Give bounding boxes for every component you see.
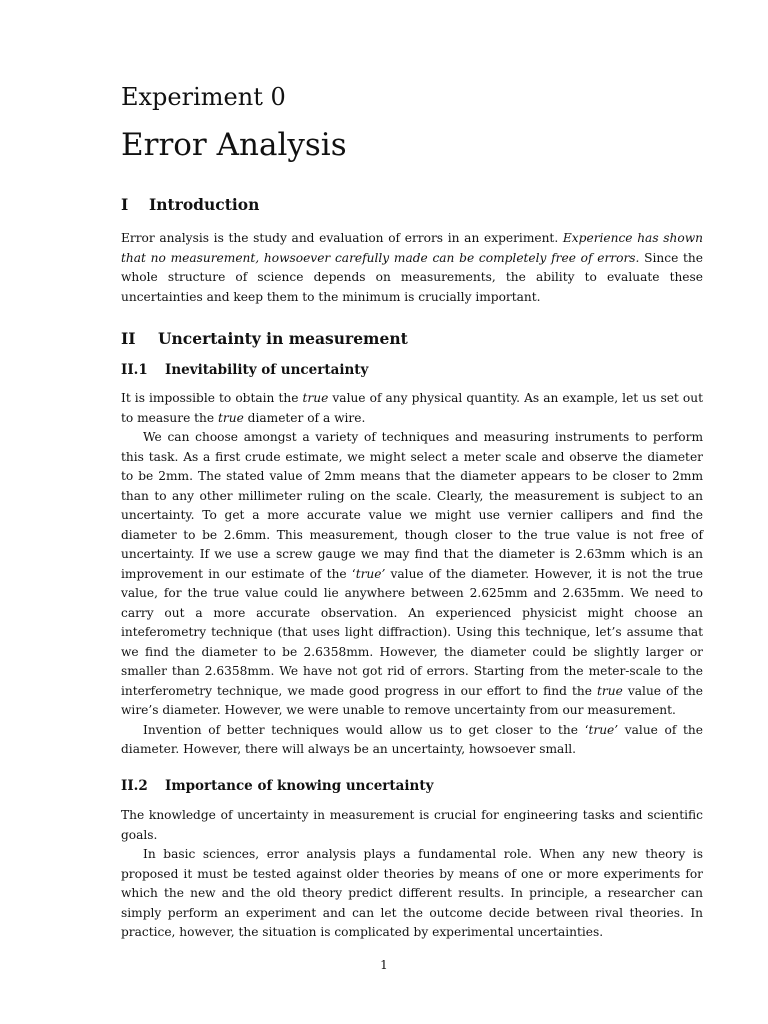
section-number: II <box>121 329 136 348</box>
inevitability-body <box>121 389 703 760</box>
importance-body <box>121 806 703 943</box>
emphasis-text: Experience has shown that no measurement, howsoever carefully made can be completely free of errors. <box>121 231 703 265</box>
text-run: value of the wire’s diameter. However, we were unable to remove uncertainty from our measurement. <box>121 683 703 717</box>
subsection-title: Importance of knowing uncertainty <box>165 778 434 794</box>
emphasis-text: true <box>302 391 329 405</box>
emphasis-text: true’ <box>355 566 386 581</box>
paragraph: The knowledge of uncertainty in measurement is crucial for engineering tasks and scientific goals. <box>121 808 703 842</box>
section-number: I <box>121 195 129 214</box>
section-heading-introduction <box>121 195 259 215</box>
emphasis-text: true <box>597 683 623 698</box>
paragraph <box>121 721 703 760</box>
text-run: It is impossible to obtain the <box>121 391 303 405</box>
paragraph <box>121 428 703 721</box>
subsection-title: Inevitability of uncertainty <box>165 362 369 378</box>
paragraph: In basic sciences, error analysis plays a fundamental role. When any new theory is proposed it must be tested against older theories by means of one or more experiments for which the new and the old theory predict different results. In principle, a researcher can simply perform an experiment and can let the outcome decide between rival theories. In practice, however, the situation is complicated by experimental uncertainties. <box>121 847 703 939</box>
text-run: Error analysis is the study and evaluation of errors in an experiment. <box>121 231 563 245</box>
text-run: Since the whole structure of science depends on measurements, the ability to evaluate these uncertainties and keep them to the minimum is crucially important. <box>121 250 703 304</box>
text-run: value of the diameter. However, there will always be an uncertainty, howsoever small. <box>121 722 703 756</box>
text-run: value of any physical quantity. As an example, let us set out to measure the <box>121 391 704 425</box>
page-title: Error Analysis <box>121 127 347 163</box>
section-title: Introduction <box>149 195 260 214</box>
subsection-number: II.1 <box>121 362 148 378</box>
text-run: diameter of a wire. <box>243 410 366 425</box>
text-run: We can choose amongst a variety of techniques and measuring instruments to perform this task. As a first crude estimate, we might select a meter scale and observe the diameter to be 2mm. The stated value of 2mm means that the diameter appears to be closer to 2mm than to any other millimeter ruling on the scale. Clearly, the measurement is subject to an uncertainty. To get a more accurate value we might use vernier callipers and find the diameter to be 2.6mm. This measurement, though closer to the true value is not free of uncertainty. If we use a screw gauge we may find that the diameter is 2.63mm which is an improvement in our estimate of the ‘ <box>121 430 703 581</box>
page-number: 1 <box>380 958 388 972</box>
emphasis-text: true’ <box>588 722 619 737</box>
section-title: Uncertainty in measurement <box>158 329 408 348</box>
emphasis-text: true <box>218 410 244 425</box>
paragraph <box>121 389 703 428</box>
subsection-heading-importance <box>121 777 433 795</box>
subsection-heading-inevitability <box>121 361 368 379</box>
section-heading-uncertainty <box>121 329 408 349</box>
text-run: Invention of better techniques would allow us to get closer to the ‘ <box>143 722 589 737</box>
introduction-body <box>121 229 703 307</box>
paragraph <box>121 229 703 307</box>
experiment-label: Experiment 0 <box>121 83 286 111</box>
subsection-number: II.2 <box>121 778 148 794</box>
text-run: value of the diameter. However, it is not the true value, for the true value could lie anywhere between 2.625mm and 2.635mm. We need to carry out a more accurate observation. An experienced physicist might choose an inteferometry technique (that uses light diffraction). Using this technique, let’s assume that we find the diameter to be 2.6358mm. However, the diameter could be slightly larger or smaller than 2.6358mm. We have not got rid of errors. Starting from the meter-scale to the interferometry technique, we made good progress in our effort to find the <box>121 566 703 698</box>
